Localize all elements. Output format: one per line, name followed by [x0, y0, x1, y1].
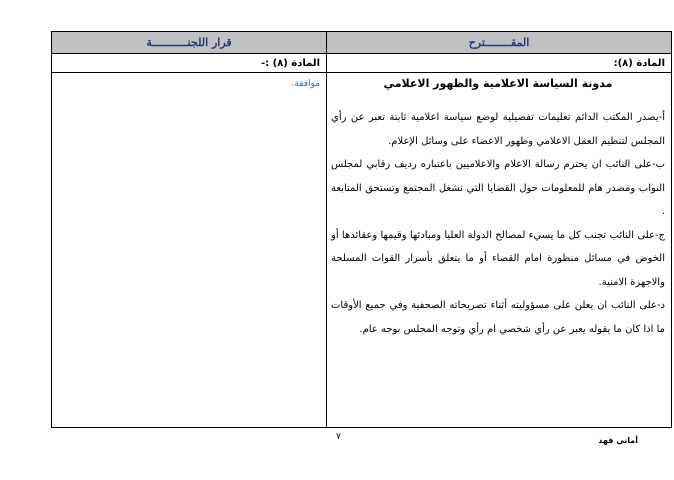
proposal-table	[51, 31, 672, 428]
proposal-body	[331, 77, 665, 341]
code-title: مدونة السياسة الاعلامية والظهور الاعلامي	[383, 77, 613, 90]
article-label-proposal: المادة (٨):	[326, 54, 671, 73]
paragraph-a: أ-يصدر المكتب الدائم تعليمات تفصيلية لوضع سياسة اعلامية ثابتة تعبر عن رأي المجلس لتنظيم العمل الاعلامي وظهور الاعضاء على وسائل الإعلام.	[331, 112, 665, 147]
article-label-decision: المادة (٨) :-	[52, 54, 326, 73]
decision-text: موافقة.	[291, 79, 320, 89]
paragraph-d: د-على النائب ان يعلن على مسؤوليته أثناء تصريحاته الصحفية وفي جميع الأوقات ما اذا كان ما يقوله يعبر عن رأي شخصي ام رأي وتوجه المجلس بوجه عام.	[331, 300, 665, 335]
paragraph-b: ب-على النائب ان يحترم رسالة الاعلام والاعلاميين باعتباره رديف رقابي لمجلس النواب ومصدر هام للمعلومات حول القضايا التي تشغل المجتمع وتستحق المتابعة .	[331, 159, 665, 217]
committee-decision-column-header: قرار اللجنـــــــــــة	[52, 32, 326, 54]
proposal-column-header: المقــــــــترح	[326, 32, 671, 54]
column-divider	[326, 73, 327, 427]
author-name: أماني فهد	[598, 436, 638, 445]
page-number: ٧	[336, 432, 341, 442]
paragraph-c: ج-على النائب تجنب كل ما يسيء لمصالح الدولة العليا ومبادئها وقيمها وعقائدها أو الخوض في مسائل منظورة امام القضاء أو ما يتعلق بأسرار القوات المسلحة والاجهزة الامنية.	[331, 229, 665, 288]
